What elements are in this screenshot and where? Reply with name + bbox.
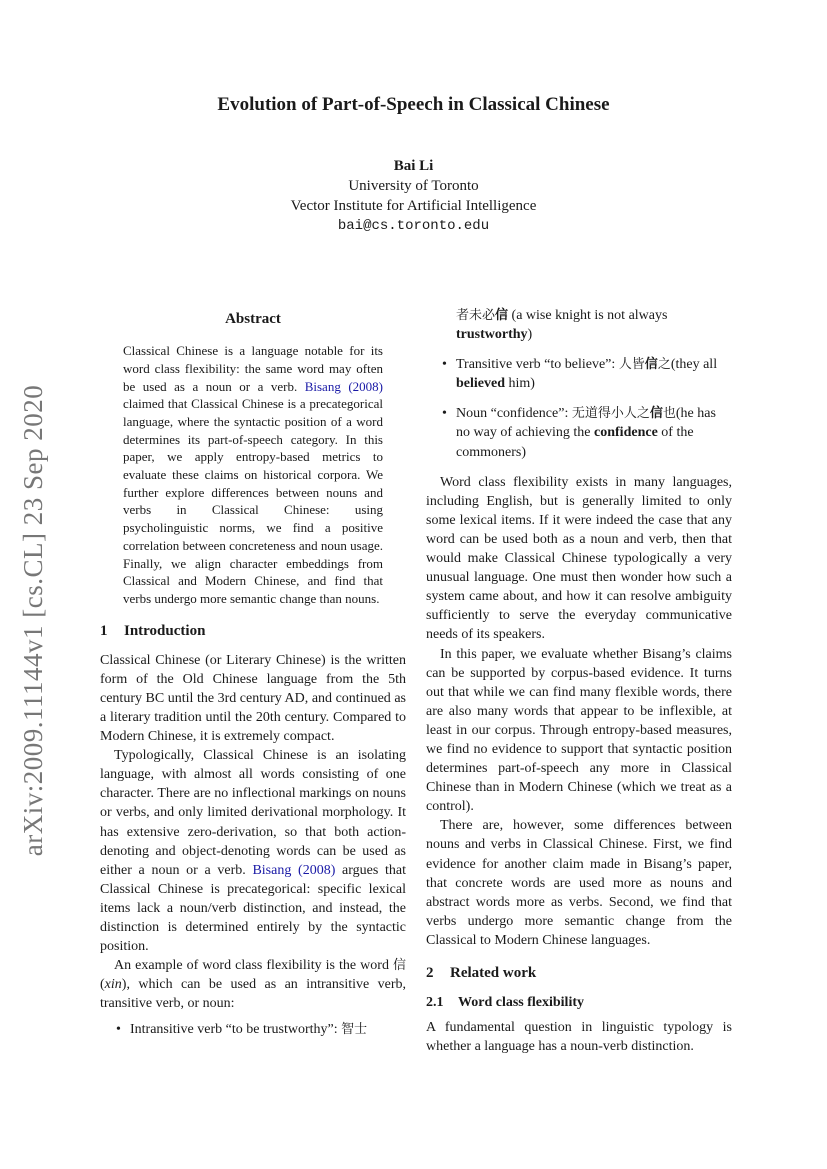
intro-paragraph-2 — [100, 746, 406, 956]
left-column — [100, 308, 406, 1050]
paper-header — [0, 94, 827, 236]
citation-link[interactable]: Bisang (2008) — [304, 378, 383, 394]
example-gloss: (they all — [670, 357, 718, 373]
arxiv-sidebar-stamp — [14, 360, 54, 880]
intro-p3-text-b: ), which can be used as an intransitive verb, transitive verb, or noun: — [100, 977, 406, 1012]
section-heading-related-work — [426, 964, 732, 983]
citation-link[interactable]: Bisang (2008) — [252, 862, 336, 878]
affiliation-institute: Vector Institute for Artificial Intelligence — [290, 198, 537, 214]
example-gloss-bold: trustworthy — [456, 327, 528, 343]
section-heading-introduction — [100, 622, 406, 641]
section-title: Related work — [450, 965, 537, 981]
affiliation-university: University of Toronto — [348, 178, 479, 194]
related-work-paragraph-1: A fundamental question in linguistic typology is whether a language has a noun-verb distinction. — [426, 1020, 732, 1055]
example-gloss: (a wise knight is not always — [508, 308, 668, 323]
abstract-body — [123, 342, 383, 608]
intro-paragraph-6: There are, however, some differences between nouns and verbs in Classical Chinese. First, we find evidence for another claim made in Bisang’s paper, that concrete words are used more as nouns and abstract words more as verbs. Second, we find that verbs undergo more semantic change from the Classical to Modern Chinese languages. — [426, 818, 732, 948]
intro-p3-text-a: An example of word class flexibility is the word — [114, 958, 393, 974]
paper-title: Evolution of Part-of-Speech in Classical Chinese — [217, 94, 610, 115]
author-name: Bai Li — [393, 158, 434, 174]
intro-paragraph-5: In this paper, we evaluate whether Bisang’s claims can be supported by corpus-based evidence. It turns out that while we can find many flexible words, there are also many words that appear to be inflexible, at least in our corpus. Through entropy-based measures, we find no evidence to support that syntactic position determines part-of-speech any more in Classical Chinese than in Modern Chinese (which we treat as a control). — [426, 646, 732, 815]
section-number: 1 — [100, 622, 108, 639]
arxiv-id-label: arXiv:2009.11144v1 [cs.CL] 23 Sep 2020 — [18, 384, 49, 856]
chinese-character: 信 — [392, 958, 406, 974]
intro-paragraph-1: Classical Chinese (or Literary Chinese) is the written form of the Old Chinese language from the 5th century BC until the 3rd century AD, and continued as a literary tradition until the 20th century. Compared to Modern Chinese, it is extremely compact. — [100, 652, 406, 745]
chinese-example: 也 — [662, 406, 676, 422]
example-gloss: him) — [505, 376, 535, 392]
section-number: 2 — [426, 965, 434, 981]
chinese-example-bold: 信 — [644, 357, 658, 373]
chinese-example: 人皆 — [618, 357, 645, 373]
section-title: Introduction — [124, 622, 206, 639]
subsection-title: Word class flexibility — [458, 995, 584, 1011]
chinese-example-bold: 信 — [649, 406, 663, 422]
flexibility-examples-list-cont — [426, 355, 732, 461]
intro-paragraph-3 — [100, 956, 406, 1013]
example-gloss-bold: believed — [456, 376, 505, 392]
intro-paragraph-4: Word class flexibility exists in many languages, including English, but is generally limited to only some lexical items. If it were indeed the case that any word can be used both as a noun and verb, then that would make Classical Chinese typologically a very unusual language. One must then wonder how such a system came about, and how it can resolve ambiguity sufficiently to serve the everyday communicative needs of its speakers. — [426, 474, 732, 643]
pinyin: xin — [104, 977, 122, 993]
chinese-example: 者未必 — [456, 308, 496, 323]
abstract-text-2: claimed that Classical Chinese is a precategorical language, where the syntactic position of a word determines its part-of-speech category. In this paper, we apply entropy-based metrics to evaluate these claims on historical corpora. We further explore differences between nouns and verbs in Classical Chinese: using psycholinguistic norms, we find a positive correlation between concreteness and noun usage. Finally, we align character embeddings from Classical and Modern Chinese, and find that verbs undergo more semantic change than nouns. — [123, 396, 383, 606]
chinese-example-bold: 信 — [495, 308, 509, 323]
paren: ( — [100, 977, 105, 993]
example-label: Intransitive verb “to be trustworthy”: — [130, 1021, 342, 1037]
list-item-continuation — [426, 306, 732, 344]
subsection-number: 2.1 — [426, 995, 444, 1011]
example-gloss: of the commoners) — [456, 425, 694, 460]
example-label: Transitive verb “to believe”: — [456, 357, 619, 373]
example-gloss-bold: confidence — [594, 425, 658, 441]
abstract-heading: Abstract — [225, 311, 281, 327]
intro-p2-text-b: argues that Classical Chinese is precategorical: specific lexical items lack a noun/verb distinction, and instead, the distinction is determined entirely by the syntactic position. — [100, 862, 407, 955]
list-item — [426, 355, 732, 393]
example-gloss: (he has no way of achieving the — [456, 406, 716, 441]
chinese-example: 智士 — [341, 1021, 368, 1037]
paren: ) — [527, 327, 533, 343]
list-item — [426, 404, 732, 461]
chinese-example: 之 — [657, 357, 671, 373]
list-item — [100, 1020, 406, 1039]
chinese-example: 无道得小人之 — [571, 406, 650, 422]
abstract-text-1: Classical Chinese is a language notable for its word class flexibility: the same word may often be used as a noun or a verb. — [123, 343, 383, 394]
author-email[interactable]: bai@cs.toronto.edu — [337, 218, 490, 234]
flexibility-examples-list — [100, 1020, 406, 1039]
subsection-heading-word-class-flexibility — [426, 993, 732, 1012]
example-label: Noun “confidence”: — [456, 406, 572, 422]
intro-p2-text-a: Typologically, Classical Chinese is an isolating language, with almost all words consisting of one character. There are no inflectional markings on nouns or verbs, and only limited derivational morphology. It has extensive zero-derivation, so that both action-denoting and object-denoting words can be used as either a noun or a verb. — [100, 748, 406, 878]
right-column — [426, 308, 732, 1056]
